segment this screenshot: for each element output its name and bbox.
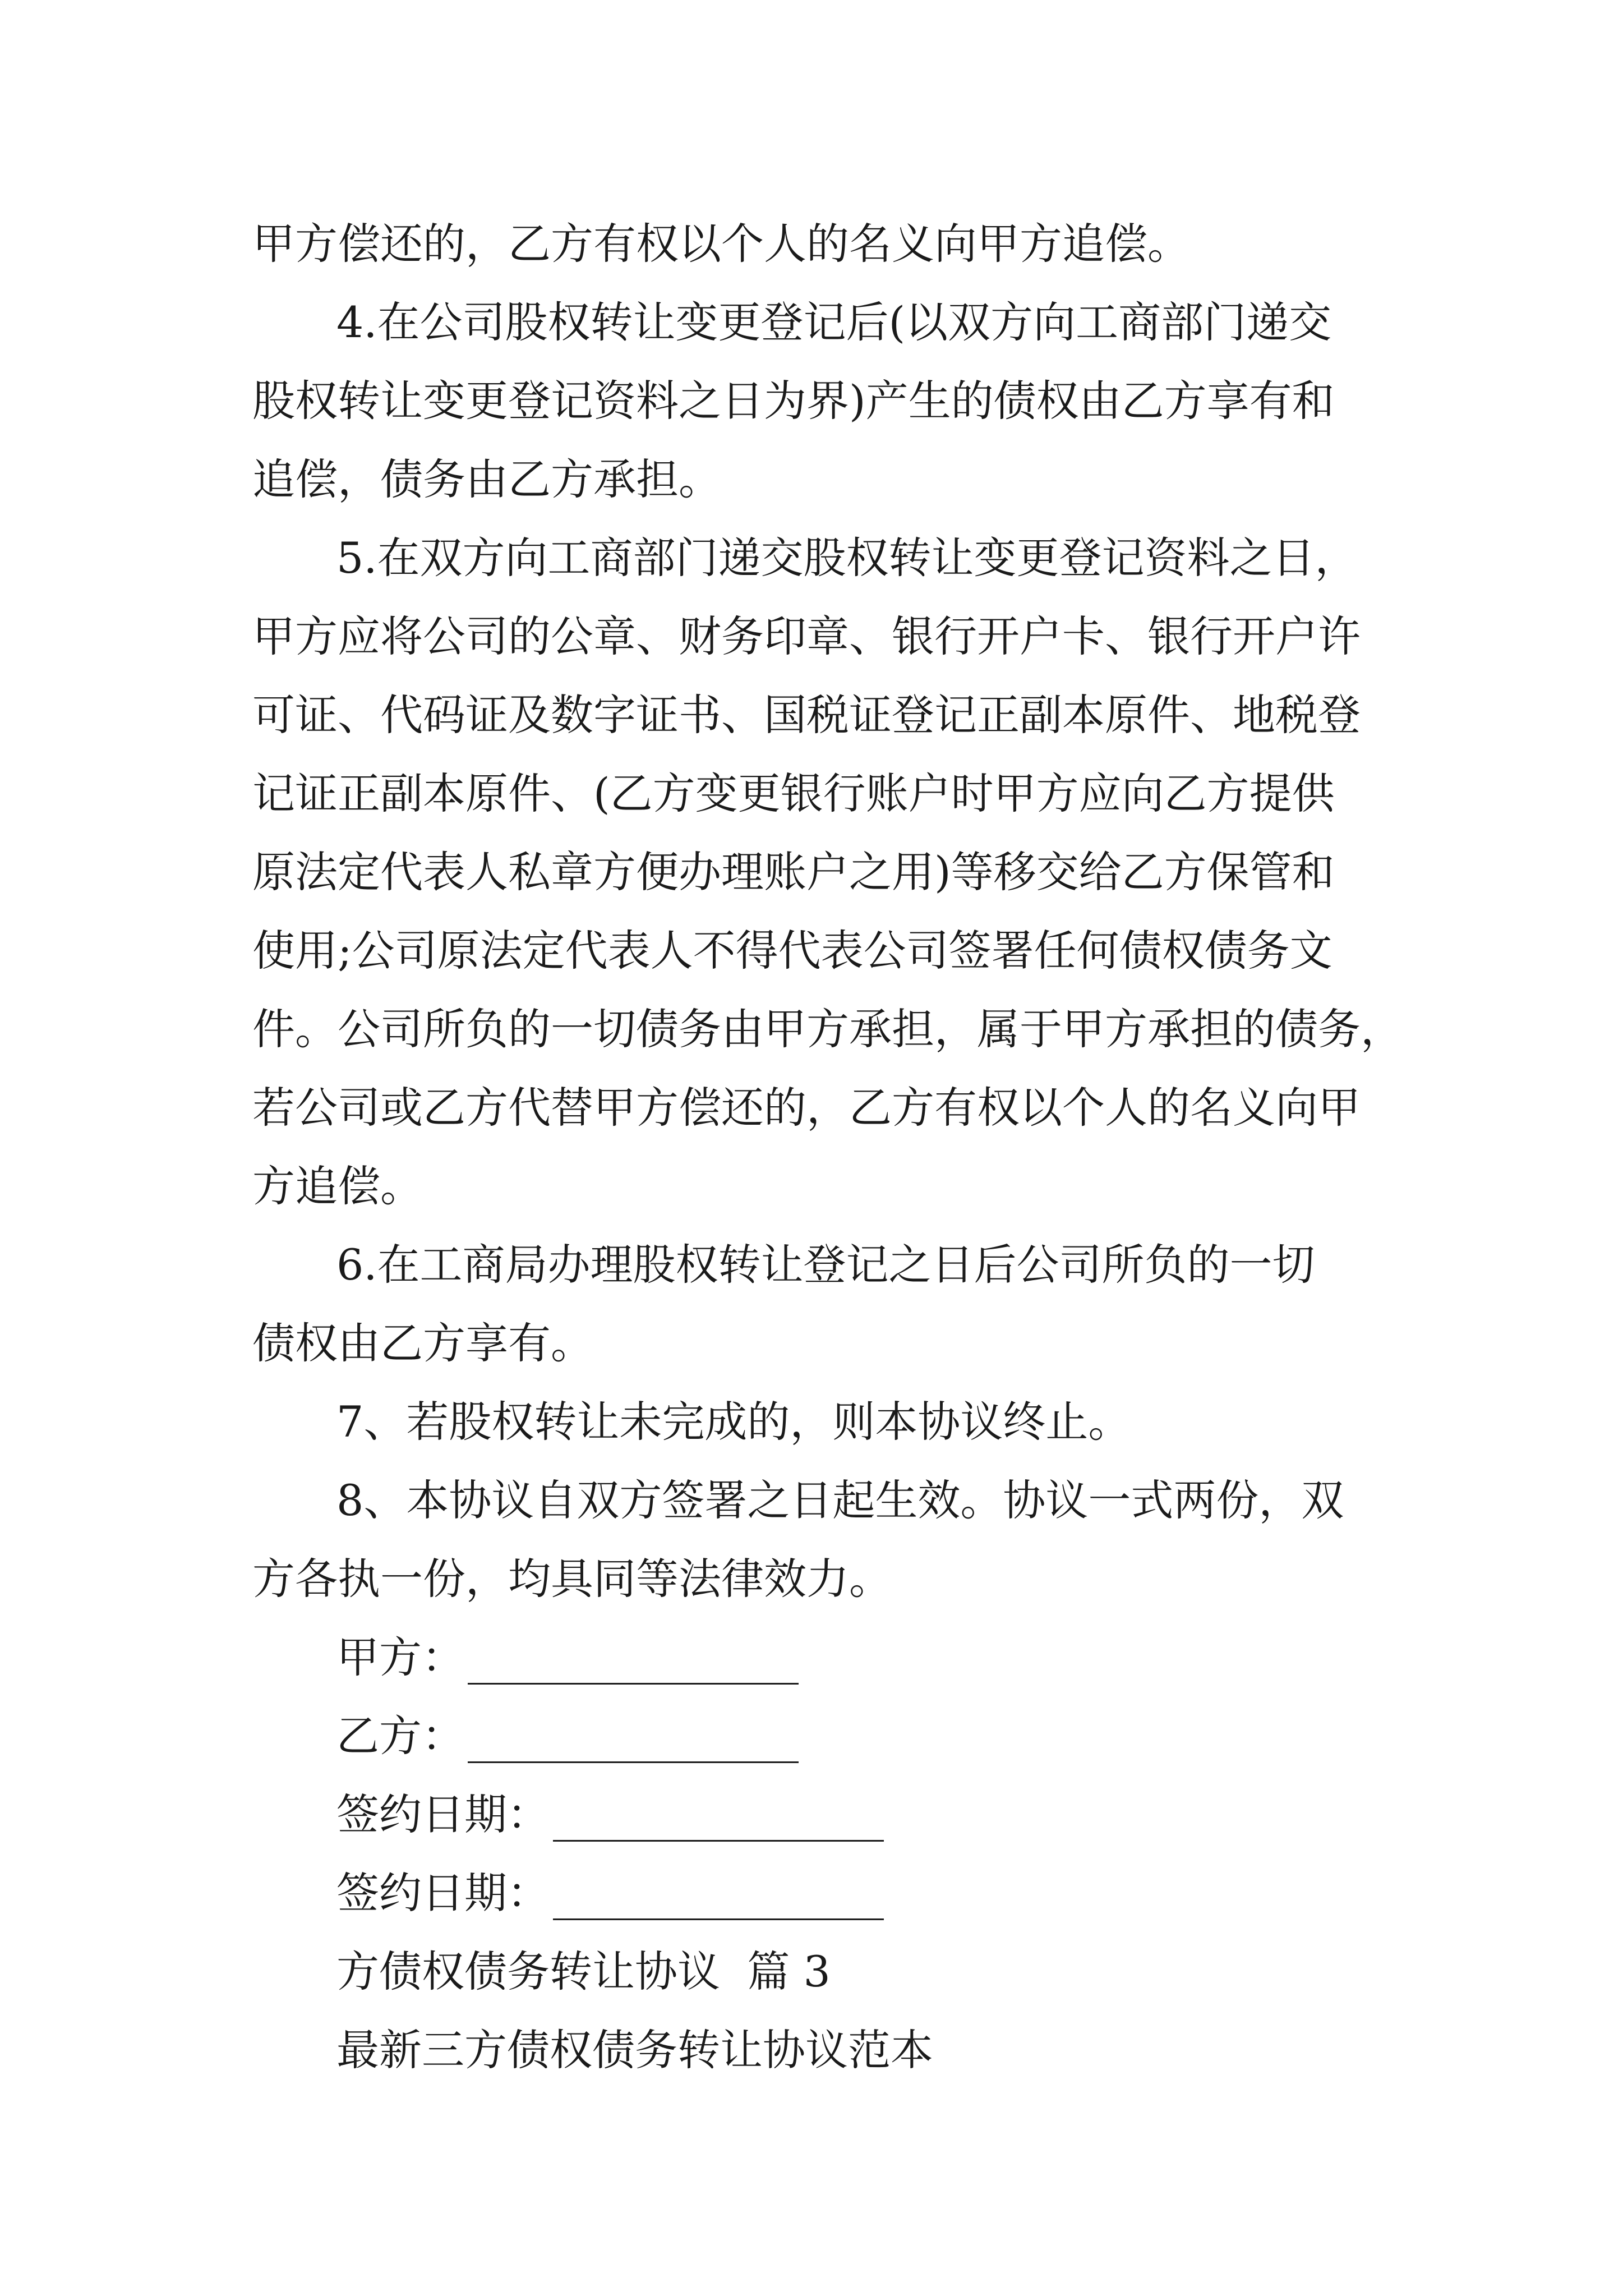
party-b-signature-row (336, 1697, 799, 1775)
clause-7-line-1: 7、若股权转让未完成的，则本协议终止。 (336, 1397, 1131, 1447)
paragraph-line (0, 1461, 1623, 1540)
clause-6-line-2: 债权由乙方享有。 (252, 1318, 593, 1368)
clause-4-line-3: 追偿，债务由乙方承担。 (252, 454, 721, 504)
paragraph-line (0, 1069, 1623, 1147)
paragraph-line (0, 833, 1623, 912)
section-subheading-row (0, 2011, 1623, 2090)
clause-5-line-3: 可证、代码证及数字证书、国税证登记正副本原件、地税登 (252, 690, 1361, 740)
paragraph-line (0, 597, 1623, 676)
party-a-signature-row (336, 1618, 799, 1697)
paragraph-line (0, 440, 1623, 519)
signing-date-line[interactable] (553, 1862, 884, 1920)
clause-5-line-2: 甲方应将公司的公章、财务印章、银行开户卡、银行开户许 (252, 611, 1361, 661)
clause-4-line-1: 4.在公司股权转让变更登记后(以双方向工商部门递交 (336, 297, 1332, 347)
paragraph-line (0, 362, 1623, 440)
section-heading: 方债权债务转让协议 篇 3 (336, 1947, 831, 1996)
paragraph-line (0, 1226, 1623, 1304)
signing-date-label: 签约日期： (336, 1789, 550, 1839)
section-heading-row (0, 1932, 1623, 2011)
paragraph-line (0, 519, 1623, 597)
party-a-signature-line[interactable] (468, 1627, 799, 1685)
clause-6-line-1: 6.在工商局办理股权转让登记之日后公司所负的一切 (336, 1240, 1315, 1290)
paragraph-line (0, 676, 1623, 754)
clause-5-line-8: 若公司或乙方代替甲方偿还的，乙方有权以个人的名义向甲 (252, 1083, 1361, 1133)
paragraph-line (0, 990, 1623, 1069)
paragraph-line (0, 205, 1623, 283)
clause-5-line-6: 使用;公司原法定代表人不得代表公司签署任何债权债务文 (252, 926, 1332, 976)
signing-date-label: 签约日期： (336, 1868, 550, 1918)
paragraph-line (0, 754, 1623, 833)
party-b-signature-line[interactable] (468, 1705, 799, 1763)
signing-date-row-2 (336, 1854, 884, 1932)
clause-5-line-9: 方追偿。 (252, 1161, 423, 1211)
clause-5-line-1: 5.在双方向工商部门递交股权转让变更登记资料之日， (336, 533, 1358, 583)
text-line: 甲方偿还的，乙方有权以个人的名义向甲方追偿。 (252, 219, 1190, 269)
party-b-label: 乙方： (336, 1711, 464, 1761)
paragraph-line (0, 912, 1623, 990)
paragraph-line (0, 1304, 1623, 1383)
clause-8-line-2: 方各执一份，均具同等法律效力。 (252, 1554, 892, 1604)
signing-date-line[interactable] (553, 1784, 884, 1842)
section-subheading: 最新三方债权债务转让协议范本 (336, 2025, 933, 2075)
party-a-label: 甲方： (336, 1632, 464, 1682)
signing-date-row-1 (336, 1775, 884, 1854)
clause-8-line-1: 8、本协议自双方签署之日起生效。协议一式两份，双 (336, 1475, 1344, 1525)
paragraph-line (0, 283, 1623, 362)
clause-5-line-7: 件。公司所负的一切债务由甲方承担，属于甲方承担的债务， (252, 1004, 1403, 1054)
clause-4-line-2: 股权转让变更登记资料之日为界)产生的债权由乙方享有和 (252, 376, 1335, 426)
paragraph-line (0, 1540, 1623, 1618)
clause-5-line-4: 记证正副本原件、(乙方变更银行账户时甲方应向乙方提供 (252, 769, 1335, 818)
clause-5-line-5: 原法定代表人私章方便办理账户之用)等移交给乙方保管和 (252, 847, 1335, 897)
paragraph-line (0, 1383, 1623, 1461)
paragraph-line (0, 1147, 1623, 1226)
